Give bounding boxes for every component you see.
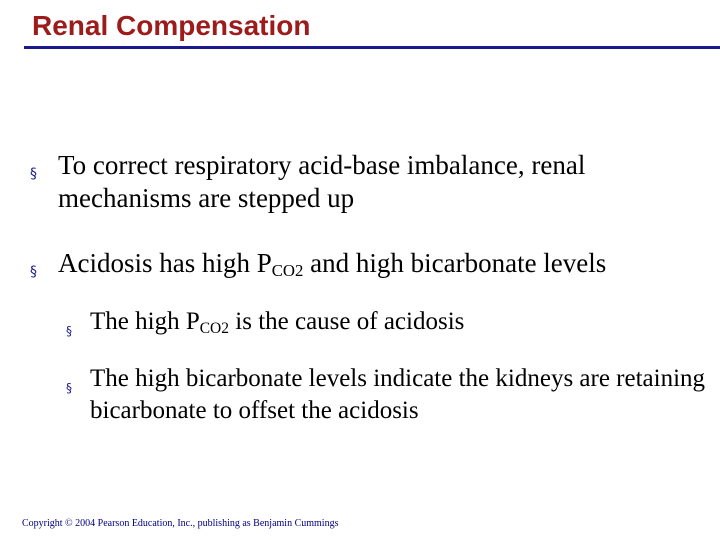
bullet-marker-icon: § <box>30 264 37 280</box>
bullet-text: To correct respiratory acid-base imbalance, renal mechanisms are stepped up <box>58 150 586 213</box>
bullet-text-part: The high P <box>90 308 200 335</box>
bullet-text <box>90 306 706 338</box>
bullet-item <box>30 149 690 215</box>
title-underline <box>24 46 720 49</box>
bullet-item <box>30 247 690 289</box>
sub-bullet-item <box>66 306 706 347</box>
bullet-text <box>58 247 690 280</box>
sub-bullet-item <box>66 363 706 427</box>
bullet-text: The high bicarbonate levels indicate the kidneys are retaining bicarbonate to offset the acidosis <box>90 365 706 424</box>
bullet-text-part: is the cause of acidosis <box>229 308 465 335</box>
slide-title: Renal Compensation <box>32 10 311 41</box>
subscript: CO2 <box>271 261 304 281</box>
bullet-text-part: Acidosis has high P <box>58 248 272 278</box>
copyright-footer: Copyright © 2004 Pearson Education, Inc., publishing as Benjamin Cummings <box>22 518 339 529</box>
bullet-marker-icon: § <box>66 324 72 338</box>
subscript: CO2 <box>199 319 230 337</box>
bullet-marker-icon: § <box>66 381 72 395</box>
bullet-text-part: and high bicarbonate levels <box>303 248 607 278</box>
bullet-marker-icon: § <box>30 166 37 182</box>
